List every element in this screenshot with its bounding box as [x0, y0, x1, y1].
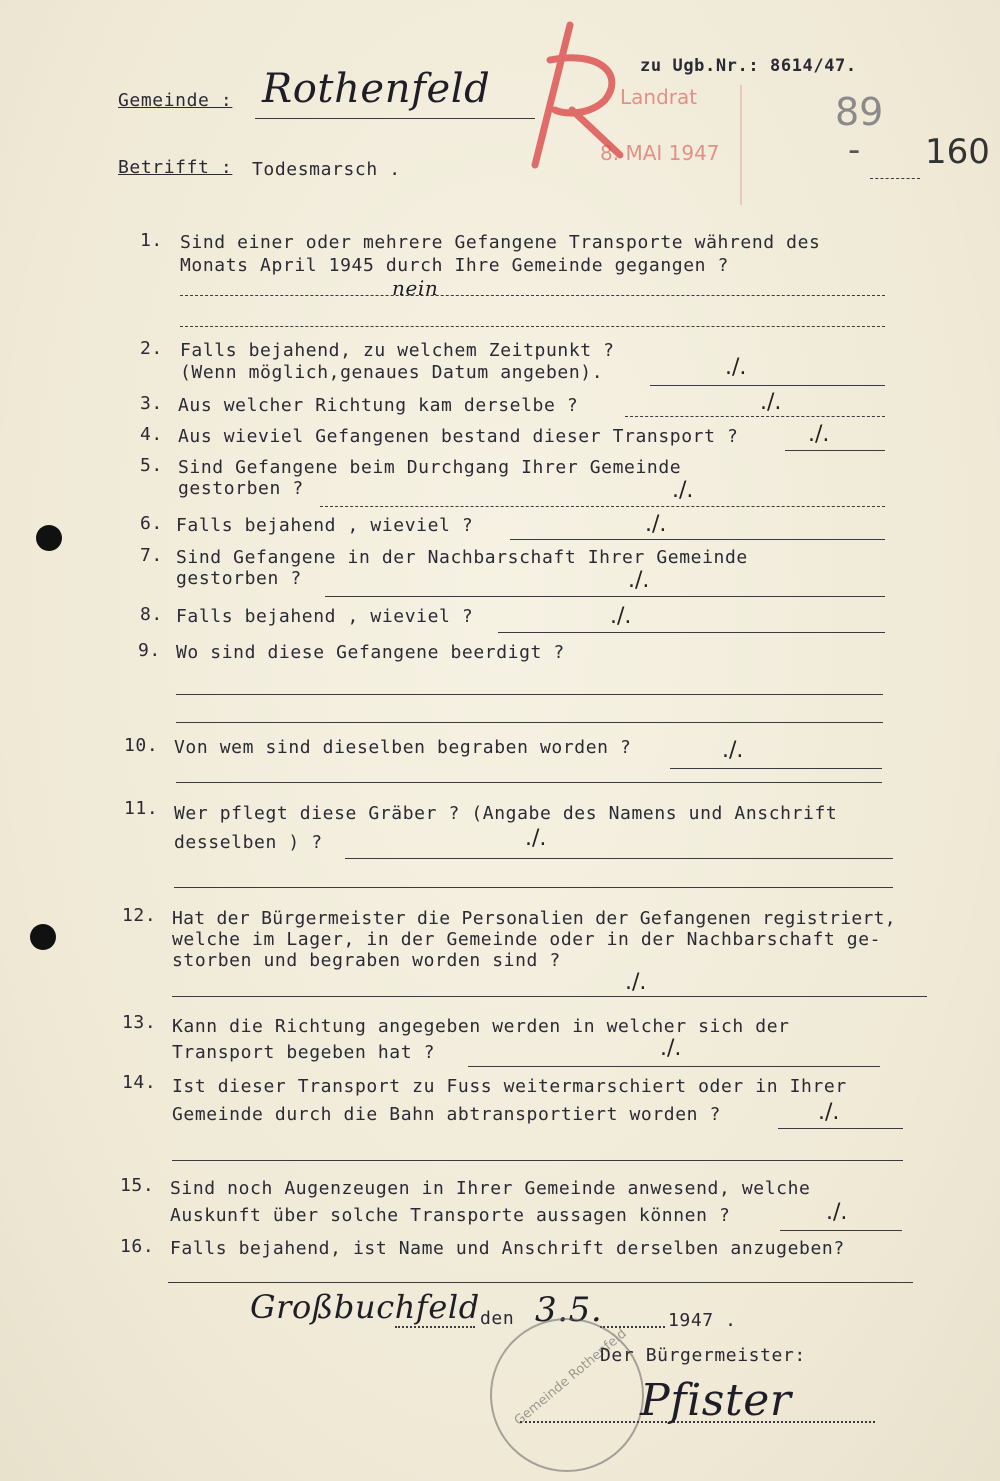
answer-12: ./.: [625, 970, 647, 995]
question-7-line-1: Sind Gefangene in der Nachbarschaft Ihrer Gemeinde: [176, 547, 748, 568]
mayor-signature: Pfister: [640, 1375, 792, 1426]
answer-7: ./.: [628, 568, 650, 593]
answer-line-5: [320, 506, 885, 507]
punch-hole-bottom: [30, 924, 56, 950]
question-13-line-2: Transport begeben hat ?: [172, 1042, 436, 1063]
footer-place: Großbuchfeld: [250, 1288, 480, 1326]
question-1-number: 1.: [140, 230, 163, 251]
gemeinde-value: Rothenfeld: [262, 66, 491, 112]
question-3-line-1: Aus welcher Richtung kam derselbe ?: [178, 395, 579, 416]
answer-line-10b: [176, 782, 882, 783]
question-13-number: 13.: [122, 1012, 157, 1033]
answer-line-8: [498, 632, 885, 633]
dash-mark: -: [848, 130, 861, 170]
footer-den: den: [480, 1308, 515, 1329]
stamp-line-2: 8. MAI 1947: [600, 141, 720, 165]
question-16-number: 16.: [120, 1236, 155, 1257]
answer-line-12: [172, 996, 927, 997]
answer-line-9a: [176, 694, 883, 695]
answer-11: ./.: [525, 826, 547, 851]
question-12-line-1: Hat der Bürgermeister die Personalien der Gefangenen registriert,: [172, 908, 896, 929]
answer-4: ./.: [808, 422, 830, 447]
question-4-line-1: Aus wieviel Gefangenen bestand dieser Transport ?: [178, 426, 739, 447]
footer-year: 1947 .: [668, 1310, 737, 1331]
question-7-number: 7.: [140, 545, 163, 566]
answer-line-11: [345, 858, 893, 859]
question-6-line-1: Falls bejahend , wieviel ?: [176, 515, 474, 536]
question-15-number: 15.: [120, 1175, 155, 1196]
question-12-line-2: welche im Lager, in der Gemeinde oder in der Nachbarschaft ge-: [172, 929, 882, 950]
betrifft-value: Todesmarsch .: [252, 159, 401, 180]
answer-5: ./.: [672, 478, 694, 503]
question-9-line-1: Wo sind diese Gefangene beerdigt ?: [176, 642, 565, 663]
mayor-title: Der Bürgermeister:: [600, 1345, 806, 1366]
question-10-number: 10.: [124, 735, 159, 756]
question-1-line-2: Monats April 1945 durch Ihre Gemeinde gegangen ?: [180, 255, 729, 276]
answer-13: ./.: [660, 1036, 682, 1061]
answer-line-14b: [172, 1160, 903, 1161]
question-14-number: 14.: [122, 1072, 157, 1093]
answer-8: ./.: [610, 604, 632, 629]
question-11-number: 11.: [124, 798, 159, 819]
question-13-line-1: Kann die Richtung angegeben werden in welcher sich der: [172, 1016, 790, 1037]
question-5-number: 5.: [140, 455, 163, 476]
question-16-line-1: Falls bejahend, ist Name und Anschrift derselben anzugeben?: [170, 1238, 845, 1259]
date-dots: [600, 1326, 665, 1328]
answer-line-1b: [180, 326, 885, 327]
answer-2: ./.: [725, 355, 747, 380]
answer-line-14: [778, 1128, 903, 1129]
question-12-line-3: storben und begraben worden sind ?: [172, 950, 561, 971]
answer-line-16: [168, 1282, 913, 1283]
question-12-number: 12.: [122, 905, 157, 926]
page-number: 160: [925, 132, 990, 172]
question-11-line-1: Wer pflegt diese Gräber ? (Angabe des Namens und Anschrift: [174, 803, 838, 824]
question-8-line-1: Falls bejahend , wieviel ?: [176, 606, 474, 627]
answer-line-10: [670, 768, 882, 769]
question-15-line-1: Sind noch Augenzeugen in Ihrer Gemeinde anwesend, welche: [170, 1178, 811, 1199]
stamp-line-1: Landrat: [620, 85, 698, 109]
answer-10: ./.: [722, 738, 744, 763]
question-10-line-1: Von wem sind dieselben begraben worden ?: [174, 737, 632, 758]
answer-15: ./.: [826, 1200, 848, 1225]
answer-line-9b: [176, 722, 883, 723]
question-14-line-2: Gemeinde durch die Bahn abtransportiert worden ?: [172, 1104, 721, 1125]
reference-number: zu Ugb.Nr.: 8614/47.: [640, 56, 857, 76]
red-r-mark-icon: [510, 15, 630, 175]
question-15-line-2: Auskunft über solche Transporte aussagen können ?: [170, 1205, 731, 1226]
answer-line-2: [650, 385, 885, 386]
question-3-number: 3.: [140, 393, 163, 414]
municipal-seal: [490, 1318, 644, 1472]
gemeinde-underline: [255, 118, 535, 119]
answer-line-6: [510, 539, 885, 540]
footer-date: 3.5.: [535, 1290, 603, 1330]
place-dots: [395, 1326, 475, 1328]
gemeinde-label: Gemeinde :: [118, 90, 233, 111]
answer-line-1: [180, 295, 885, 296]
punch-hole-top: [36, 525, 62, 551]
pencil-rule: [870, 178, 920, 179]
question-2-number: 2.: [140, 338, 163, 359]
answer-14: ./.: [818, 1100, 840, 1125]
question-1-line-1: Sind einer oder mehrere Gefangene Transporte während des: [180, 232, 821, 253]
question-4-number: 4.: [140, 424, 163, 445]
answer-line-3: [625, 416, 885, 417]
seal-text: Gemeinde Rothenfeld: [511, 1326, 630, 1429]
pencil-note: 89: [835, 90, 884, 134]
answer-line-11b: [174, 887, 893, 888]
question-8-number: 8.: [140, 604, 163, 625]
question-6-number: 6.: [140, 513, 163, 534]
answer-1: nein: [392, 276, 439, 300]
betrifft-label: Betrifft :: [118, 157, 233, 178]
answer-line-4: [785, 450, 885, 451]
question-9-number: 9.: [138, 640, 161, 661]
answer-line-7: [325, 596, 885, 597]
question-5-line-2: gestorben ?: [178, 478, 304, 499]
question-2-line-1: Falls bejahend, zu welchem Zeitpunkt ?: [180, 340, 615, 361]
answer-line-15: [780, 1230, 902, 1231]
question-7-line-2: gestorben ?: [176, 568, 302, 589]
answer-line-13: [468, 1066, 880, 1067]
answer-6: ./.: [645, 512, 667, 537]
question-5-line-1: Sind Gefangene beim Durchgang Ihrer Gemeinde: [178, 457, 682, 478]
question-2-line-2: (Wenn möglich,genaues Datum angeben).: [180, 362, 604, 383]
question-11-line-2: desselben ) ?: [174, 832, 323, 853]
answer-3: ./.: [760, 390, 782, 415]
question-14-line-1: Ist dieser Transport zu Fuss weitermarschiert oder in Ihrer: [172, 1076, 847, 1097]
